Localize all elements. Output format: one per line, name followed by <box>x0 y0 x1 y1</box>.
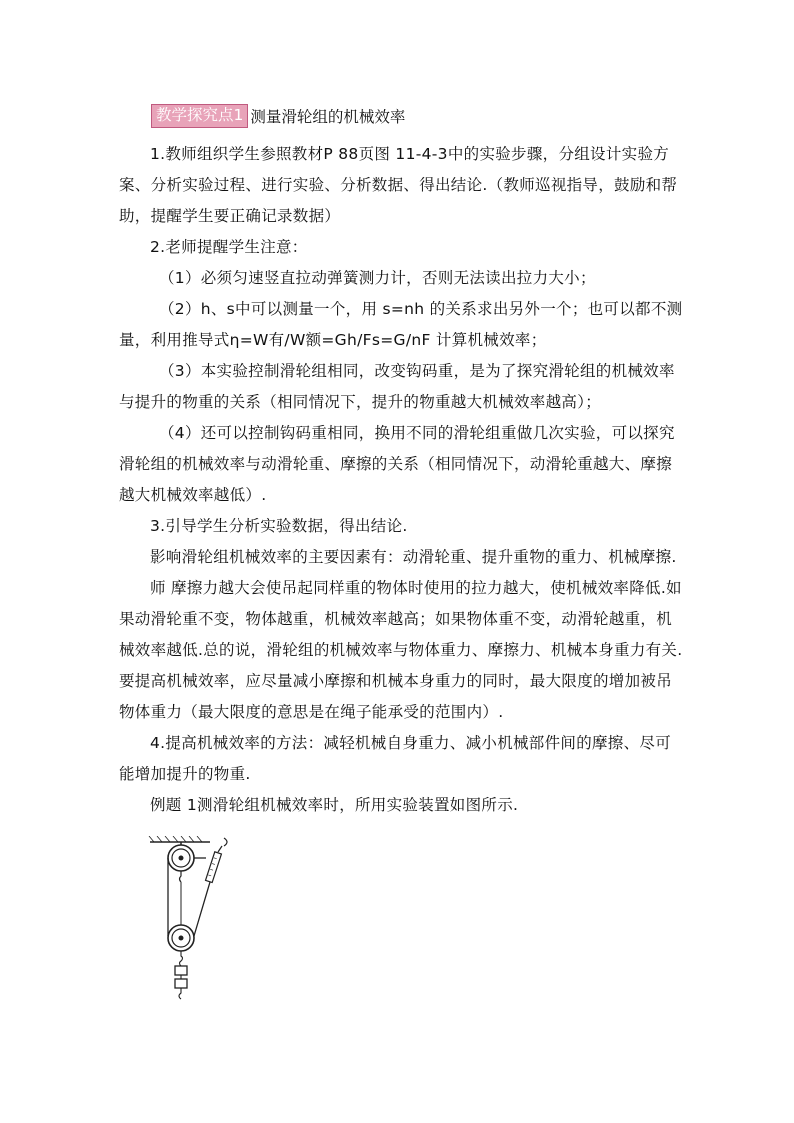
fixed-pulley <box>168 845 194 871</box>
paragraph-step-4: 4.提高机械效率的方法：减轻机械自身重力、减小机械部件间的摩擦、尽可能增加提升的物重. <box>119 734 671 783</box>
paragraph-step-1: 1.教师组织学生参照教材P 88页图 11-4-3中的实验步骤，分组设计实验方案、分析实验过程、进行实验、分析数据、得出结论.（教师巡视指导，鼓励和帮助，提醒学生要正确记录数据） <box>119 145 678 225</box>
paragraph-factors: 影响滑轮组机械效率的主要因素有：动滑轮重、提升重物的重力、机械摩擦. <box>150 548 677 566</box>
paragraph-teacher-explanation: 师 摩擦力越大会使吊起同样重的物体时使用的拉力越大，使机械效率降低.如果动滑轮重不变，物体越重，机械效率越高；如果物体重不变，动滑轮越重，机械效率越低.总的说，滑轮组的机械效率与物体重力、摩擦力、机械本身重力有关.要提高机械效率，应尽量减小摩擦和机械本身重力的同时，最大限度的增加被吊物体重力（最大限度的意思是在绳子能承受的范围内）. <box>119 579 683 721</box>
spring-scale <box>206 838 227 883</box>
section-heading <box>151 104 405 128</box>
body-text <box>119 139 684 821</box>
pulley-apparatus-figure <box>148 836 238 1006</box>
paragraph-note-4: （4）还可以控制钩码重相同，换用不同的滑轮组重做几次实验，可以探究滑轮组的机械效率与动滑轮重、摩擦的关系（相同情况下，动滑轮重越大、摩擦越大机械效率越低）. <box>119 424 675 504</box>
paragraph-note-2: （2）h、s中可以测量一个，用 s=nh 的关系求出另外一个；也可以都不测量，利用推导式η=W有/W额=Gh/Fs=G/nF 计算机械效率； <box>119 300 683 349</box>
section-badge: 教学探究点1 <box>151 104 248 128</box>
hook-weights <box>175 951 187 999</box>
movable-pulley <box>168 925 194 951</box>
paragraph-example: 例题 1测滑轮组机械效率时，所用实验装置如图所示. <box>150 796 519 814</box>
paragraph-step-3: 3.引导学生分析实验数据，得出结论. <box>150 517 408 535</box>
fixed-pulley-hook <box>180 871 182 882</box>
paragraph-step-2: 2.老师提醒学生注意： <box>150 238 308 256</box>
section-title: 测量滑轮组的机械效率 <box>250 108 406 126</box>
paragraph-note-1: （1）必须匀速竖直拉动弹簧测力计，否则无法读出拉力大小； <box>159 269 596 287</box>
paragraph-note-3: （3）本实验控制滑轮组相同，改变钩码重，是为了探究滑轮组的机械效率与提升的物重的关系（相同情况下，提升的物重越大机械效率越高）； <box>119 362 675 411</box>
